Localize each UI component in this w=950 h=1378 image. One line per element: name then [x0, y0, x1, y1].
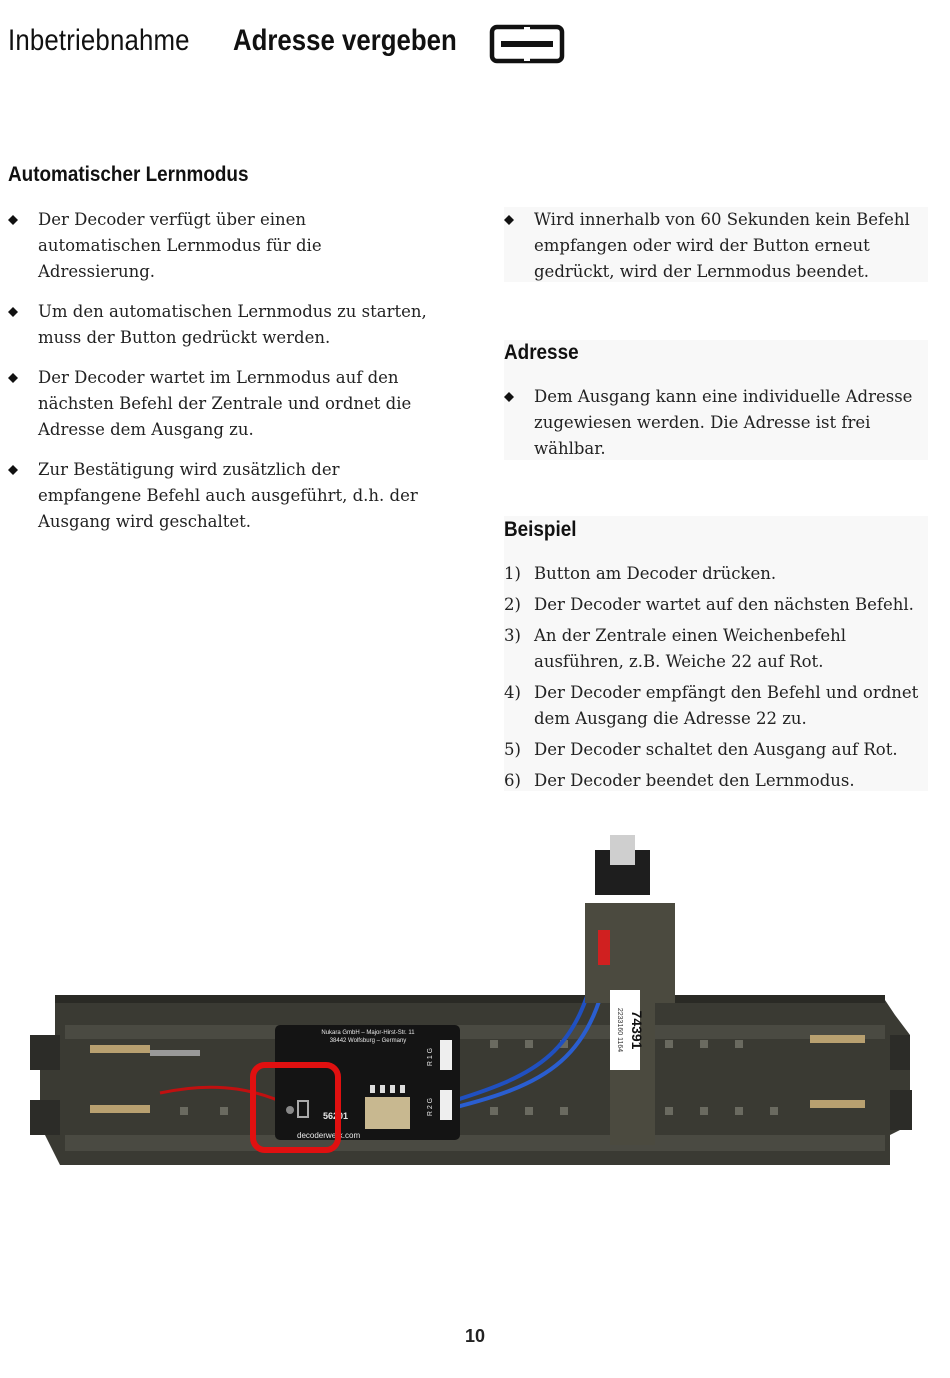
list-item [8, 365, 428, 443]
page-number: 10 [464, 1326, 486, 1346]
decoder-button-icon [489, 24, 565, 64]
step-text: Button am Decoder drücken. [534, 564, 777, 583]
page-title: Adresse vergeben [233, 24, 457, 57]
step-number: 3) [504, 626, 521, 645]
step-text: An der Zentrale einen Weichenbefehl ausführen, z.B. Weiche 22 auf Rot. [534, 626, 847, 671]
list-item [504, 384, 928, 462]
list-item-text: Dem Ausgang kann eine individuelle Adresse zugewiesen werden. Die Adresse ist frei wählbar. [534, 387, 913, 458]
decoder-track-photo [20, 835, 930, 1190]
step-text: Der Decoder wartet auf den nächsten Befehl. [534, 595, 914, 614]
step-number: 4) [504, 683, 521, 702]
diamond-bullet-icon [504, 392, 514, 402]
step-number: 5) [504, 740, 521, 759]
list-item-text: Wird innerhalb von 60 Sekunden kein Befehl empfangen oder wird der Button erneut gedrückt, wird der Lernmodus beendet. [534, 210, 910, 281]
list-item [8, 299, 428, 351]
label-code: 2233160 1164 [616, 1007, 623, 1053]
step-item [504, 561, 930, 587]
step-item [504, 592, 930, 618]
pcb-model: 56201 [323, 1111, 349, 1121]
list-item [8, 207, 428, 285]
heading-lernmodus: Automatischer Lernmodus [8, 163, 249, 186]
list-item-text: Der Decoder wartet im Lernmodus auf den nächsten Befehl der Zentrale und ordnet die Adresse dem Ausgang zu. [38, 368, 412, 439]
lernmodus-list [8, 207, 428, 549]
step-text: Der Decoder schaltet den Ausgang auf Rot. [534, 740, 898, 759]
list-item-text: Zur Bestätigung wird zusätzlich der empfangene Befehl auch ausgeführt, d.h. der Ausgang wird geschaltet. [38, 460, 418, 531]
diamond-bullet-icon [8, 215, 18, 225]
step-text: Der Decoder empfängt den Befehl und ordnet dem Ausgang die Adresse 22 zu. [534, 683, 919, 728]
heading-adresse: Adresse [504, 341, 579, 364]
diamond-bullet-icon [8, 465, 18, 475]
adresse-list [504, 384, 928, 476]
diamond-bullet-icon [8, 373, 18, 383]
step-number: 2) [504, 595, 521, 614]
step-item [504, 680, 930, 732]
step-number: 6) [504, 771, 521, 790]
pcb-r2g: R 2 G [427, 1097, 434, 1117]
pcb-site: decoderwerk.com [297, 1131, 361, 1140]
diamond-bullet-icon [504, 215, 514, 225]
beispiel-steps [504, 561, 930, 799]
list-item [8, 457, 428, 535]
pcb-address: 38442 Wolfsburg – Germany [329, 1038, 407, 1044]
list-item [504, 207, 928, 285]
section-title: Inbetriebnahme [8, 24, 190, 57]
timeout-list [504, 207, 928, 299]
step-item [504, 768, 930, 794]
list-item-text: Um den automatischen Lernmodus zu starten, muss der Button gedrückt werden. [38, 302, 427, 347]
list-item-text: Der Decoder verfügt über einen automatischen Lernmodus für die Adressierung. [38, 210, 322, 281]
heading-beispiel: Beispiel [504, 518, 577, 541]
pcb-r1g: R 1 G [427, 1047, 434, 1067]
diamond-bullet-icon [8, 307, 18, 317]
step-item [504, 623, 930, 675]
step-text: Der Decoder beendet den Lernmodus. [534, 771, 855, 790]
step-number: 1) [504, 564, 521, 583]
step-item [504, 737, 930, 763]
label-number: 74391 [629, 1010, 645, 1050]
pcb-company: Nukara GmbH – Major-Hirst-Str. 11 [321, 1030, 415, 1036]
